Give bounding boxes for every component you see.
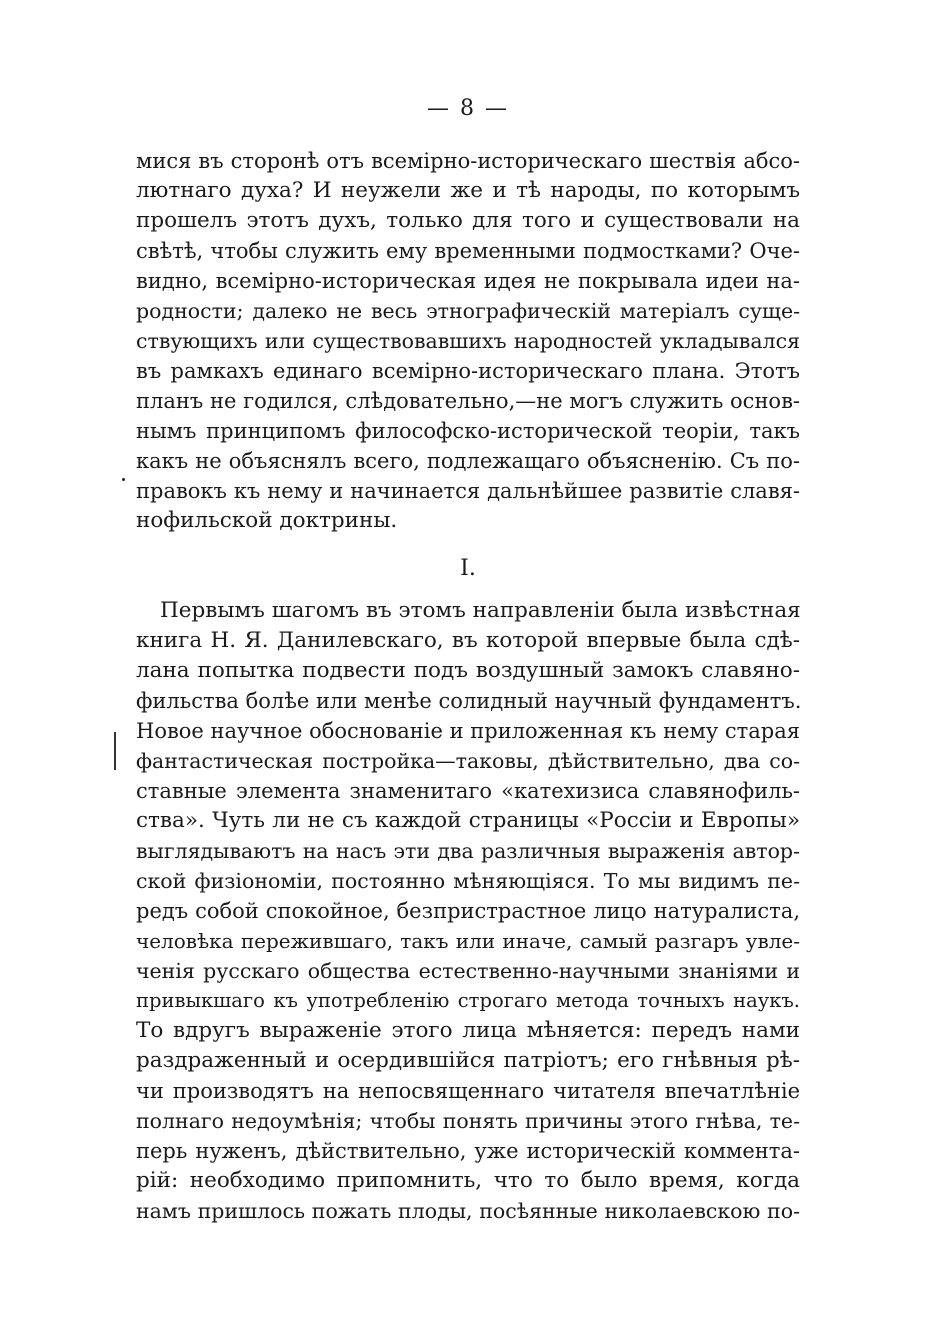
text-line: лютнаго духа? И неужели же и тѣ народы, по которымъ xyxy=(136,178,800,203)
text-line: мися въ сторонѣ отъ всемірно-историческаго шествія абсо- xyxy=(136,149,800,173)
text-line: привыкшаго къ употребленію строгаго метода точныхъ наукъ. xyxy=(136,989,800,1012)
text-line: прошелъ этотъ духъ, только для того и существовали на xyxy=(136,208,800,233)
text-line: выглядываютъ на насъ эти два различныя выраженія автор- xyxy=(136,839,800,863)
text-line: ставные элемента знаменитаго «катехизиса славянофиль- xyxy=(136,779,800,803)
text-line: фантастическая постройка—таковы, дѣйствительно, два со- xyxy=(136,749,800,773)
text-line: правокъ къ нему и начинается дальнѣйшее развитіе славя- xyxy=(136,479,800,503)
text-line: книга Н. Я. Данилевскаго, въ которой впервые была сдѣ- xyxy=(136,628,800,653)
text-line: чи производятъ на непосвященнаго читателя впечатлѣніе xyxy=(136,1079,800,1103)
text-line: свѣтѣ, чтобы служить ему временными подмостками? Оче- xyxy=(136,239,800,263)
text-line: фильства болѣе или менѣе солидный научный фундаментъ. xyxy=(136,689,802,713)
text-line: намъ пришлось пожать плоды, посѣянные николаевскою по- xyxy=(136,1199,800,1223)
text-line: какъ не объяснялъ всего, подлежащаго объясненію. Съ по- xyxy=(136,449,800,473)
text-line: полнаго недоумѣнія; чтобы понять причины этого гнѣва, те- xyxy=(136,1109,800,1133)
text-line: ской физіономіи, постоянно мѣняющіяся. То мы видимъ пе- xyxy=(136,869,800,893)
text-line: въ рамкахъ единаго всемірно-историческаго плана. Этотъ xyxy=(136,359,800,383)
text-line: нымъ принципомъ философско-исторической теоріи, такъ xyxy=(136,419,800,443)
text-line: ченія русскаго общества естественно-научными знаніями и xyxy=(136,959,800,983)
text-line: Новое научное обоснованіе и приложенная къ нему старая xyxy=(136,719,800,743)
text-line: планъ не годился, слѣдовательно,—не могъ служить основ- xyxy=(136,389,800,413)
text-line: ства». Чуть ли не съ каждой страницы «Россіи и Европы» xyxy=(136,808,800,833)
text-line: видно, всемірно-историческая идея не покрывала идеи на- xyxy=(136,269,800,293)
text-line: рій: необходимо припомнить, что то было время, когда xyxy=(136,1168,800,1193)
text-line: ствующихъ или существовавшихъ народностей укладывался xyxy=(136,329,800,353)
text-line: То вдругъ выраженіе этого лица мѣняется: передъ нами xyxy=(136,1018,800,1043)
section-heading: I. xyxy=(460,556,476,581)
text-line: родности; далеко не весь этнографическій матеріалъ суще- xyxy=(136,299,800,323)
text-line: редъ собой спокойное, безпристрастное лицо натуралиста, xyxy=(136,899,800,923)
text-line: Первымъ шагомъ въ этомъ направленіи была извѣстная xyxy=(160,598,801,623)
text-line: нофильской доктрины. xyxy=(136,508,398,533)
text-line: лана попытка подвести подъ воздушный замокъ славяно- xyxy=(136,658,800,683)
page-number: — 8 — xyxy=(427,96,509,121)
scan-speck xyxy=(122,478,125,481)
text-line: раздраженный и осердившійся патріотъ; его гнѣвныя рѣ- xyxy=(136,1048,800,1073)
margin-mark xyxy=(114,732,116,770)
text-line: человѣка пережившаго, такъ или иначе, самый разгаръ увле- xyxy=(136,929,800,953)
text-line: перь нуженъ, дѣйствительно, уже историческій коммента- xyxy=(136,1139,800,1163)
